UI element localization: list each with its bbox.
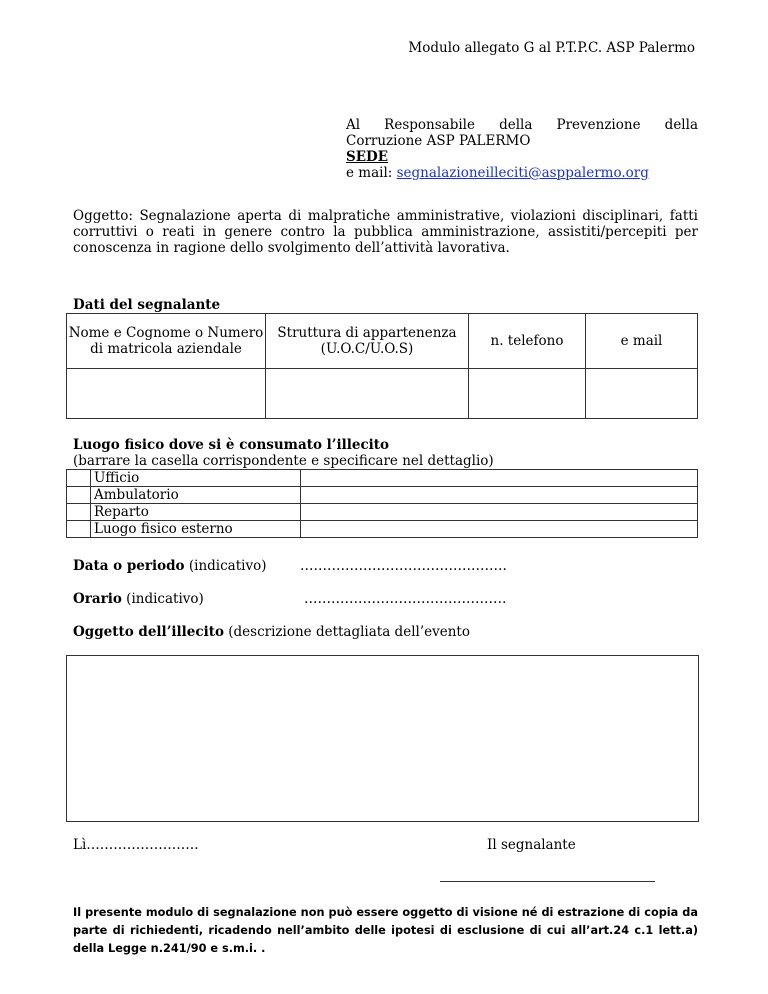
location-option: Luogo fisico esterno [91,521,301,538]
email-cell[interactable] [586,369,698,419]
date-field [73,558,266,574]
detail-cell[interactable] [301,504,698,521]
recipient-block [346,117,698,181]
detail-cell[interactable] [301,470,698,487]
recipient-word: Prevenzione [556,117,641,133]
subject-paragraph [73,208,698,256]
recipient-word: Responsabile [384,117,475,133]
time-label: Orario [73,591,122,607]
email-link[interactable]: segnalazioneilleciti@asppalermo.org [396,165,649,181]
checkbox-esterno[interactable] [67,521,91,538]
checkbox-ufficio[interactable] [67,470,91,487]
location-option: Ambulatorio [91,487,301,504]
location-option: Reparto [91,504,301,521]
checkbox-ambulatorio[interactable] [67,487,91,504]
description-box[interactable] [66,655,699,822]
form-header: Modulo allegato G al P.T.P.C. ASP Palermo [408,40,695,56]
email-label: e mail: [346,165,397,181]
date-dots[interactable]: ………………………………………. [300,558,507,574]
recipient-sede: SEDE [346,149,389,165]
location-section-title: Luogo fisico dove si è consumato l’illecito [73,437,390,453]
signature-line[interactable] [440,881,655,882]
place-field[interactable]: Lì……………………. [73,837,199,853]
detail-cell[interactable] [301,487,698,504]
phone-cell[interactable] [469,369,586,419]
location-table [66,469,698,538]
time-dots[interactable]: ……………………………………… [304,591,507,607]
description-label: Oggetto dell’illecito [73,624,224,640]
col-header-email: e mail [586,314,698,369]
subject-label: Oggetto: [73,208,133,224]
time-hint: (indicativo) [126,591,204,607]
subject-text: Segnalazione aperta di malpratiche amministrative, violazioni disciplinari, fatti corruttivi o reati in genere contro la pubblica amministrazione, assistiti/percepiti per conoscenza in ragione dello svolgimento dell’attività lavorativa. [73,208,698,256]
location-instruction: (barrare la casella corrispondente e specificare nel dettaglio) [73,453,494,469]
col-header-phone: n. telefono [469,314,586,369]
date-hint: (indicativo) [188,558,267,574]
recipient-email-line [346,165,698,181]
time-field [73,591,204,607]
description-hint: (descrizione dettagliata dell’evento [228,624,470,640]
signer-label: Il segnalante [487,837,576,853]
name-cell[interactable] [67,369,266,419]
reporter-section-title: Dati del segnalante [73,297,221,313]
date-label: Data o periodo [73,558,185,574]
recipient-word: della [499,117,533,133]
location-option: Ufficio [91,470,301,487]
recipient-word: della [664,117,698,133]
description-field-label [73,624,470,640]
structure-cell[interactable] [266,369,469,419]
reporter-table [66,313,698,419]
col-header-name: Nome e Cognome o Numero di matricola aziendale [67,314,266,369]
recipient-line-2: Corruzione ASP PALERMO [346,133,531,149]
recipient-line-1 [346,117,698,133]
confidentiality-note: Il presente modulo di segnalazione non può essere oggetto di visione né di estrazione di copia da parte di richiedenti, ricadendo nell’ambito delle ipotesi di esclusione di cui all’art.24 c.1 lett.a) della Legge n.241/90 e s.m.i. . [73,906,698,955]
checkbox-reparto[interactable] [67,504,91,521]
recipient-word: Al [346,117,361,133]
col-header-structure: Struttura di appartenenza (U.O.C/U.O.S) [266,314,469,369]
detail-cell[interactable] [301,521,698,538]
